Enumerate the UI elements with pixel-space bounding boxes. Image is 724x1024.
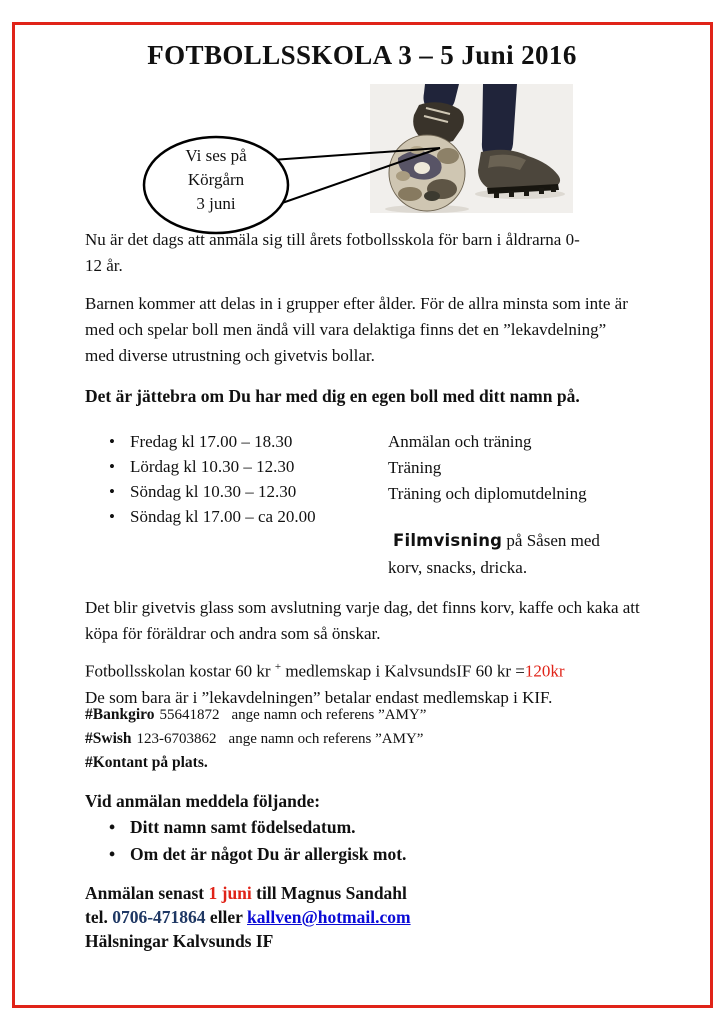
schedule-item <box>85 454 385 479</box>
bubble-line-2: Körgårn <box>187 170 245 189</box>
schedule-item <box>85 429 385 454</box>
signup-heading: Vid anmälan meddela följande: <box>85 791 321 811</box>
bankgiro-note: ange namn och referens ”AMY” <box>231 707 427 723</box>
membership-line: De som bara är i ”lekavdelningen” betalar endast medlemskap i KIF. <box>85 687 553 707</box>
own-ball-note: Det är jättebra om Du har med dig en egen boll med ditt namn på. <box>85 386 580 406</box>
intro-paragraph-2: Barnen kommer att delas in i grupper efter ålder. För de allra minsta som inte är med och spelar boll men ändå vill vara delaktiga finns det en ”lekavdelning” med diverse utrustning och givetvis bollar. <box>85 294 628 365</box>
deadline-post: till Magnus Sandahl <box>251 883 407 903</box>
schedule-activities-list <box>388 429 668 507</box>
phone-number: 0706-471864 <box>112 907 206 927</box>
bankgiro-line <box>85 703 665 727</box>
swish-note: ange namn och referens ”AMY” <box>228 731 424 747</box>
bullet-icon: • <box>109 432 115 451</box>
phone-line <box>85 905 605 929</box>
film-line-1 <box>388 527 648 554</box>
bullet-icon: • <box>109 482 115 501</box>
page-title: FOTBOLLSSKOLA 3 – 5 Juni 2016 <box>147 40 577 70</box>
schedule-times-list <box>85 429 385 529</box>
cost-price: 120kr <box>524 661 565 681</box>
email-link[interactable]: kallven@hotmail.com <box>247 907 411 927</box>
bullet-icon: • <box>109 817 116 837</box>
film-word: Filmvisning <box>393 531 503 550</box>
contact-block <box>85 881 605 953</box>
signup-bullet: Om det är något Du är allergisk mot. <box>130 844 407 864</box>
cost-pre: Fotbollsskolan kostar 60 kr <box>85 661 275 681</box>
film-rest: på Såsen med <box>502 531 600 550</box>
deadline-line <box>85 881 605 905</box>
speech-bubble-text <box>151 144 281 216</box>
bullet-icon: • <box>109 457 115 476</box>
schedule-activity: Träning och diplomutdelning <box>388 484 587 503</box>
deadline-pre: Anmälan senast <box>85 883 209 903</box>
schedule-time: Söndag kl 17.00 – ca 20.00 <box>130 507 316 526</box>
schedule-item <box>85 479 385 504</box>
bubble-line-3: 3 juni <box>196 194 236 213</box>
cost-line <box>85 654 675 685</box>
cash-label: #Kontant på plats. <box>85 754 208 771</box>
bankgiro-label: #Bankgiro <box>85 706 155 723</box>
swish-number: 123-6703862 <box>136 731 217 747</box>
schedule-time: Fredag kl 17.00 – 18.30 <box>130 432 293 451</box>
tel-label: tel. <box>85 907 113 927</box>
cash-line <box>85 751 665 775</box>
bubble-line-1: Vi ses på <box>185 146 247 165</box>
intro-paragraph-1: Nu är det dags att anmäla sig till årets fotbollsskola för barn i åldrarna 0-12 år. <box>85 230 580 275</box>
signup-item <box>85 841 565 868</box>
schedule-time: Lördag kl 10.30 – 12.30 <box>130 457 295 476</box>
signature-line: Hälsningar Kalvsunds IF <box>85 931 274 951</box>
schedule-activity: Träning <box>388 458 442 477</box>
signup-item <box>85 814 565 841</box>
schedule-activity: Anmälan och träning <box>388 432 532 451</box>
deadline-date: 1 juni <box>208 883 252 903</box>
signup-bullet: Ditt namn samt födelsedatum. <box>130 817 356 837</box>
swish-label: #Swish <box>85 730 132 747</box>
schedule-time: Söndag kl 10.30 – 12.30 <box>130 482 297 501</box>
film-line-2: korv, snacks, dricka. <box>388 558 528 577</box>
bullet-icon: • <box>109 844 116 864</box>
payment-options <box>85 703 665 775</box>
bankgiro-number: 55641872 <box>159 707 220 723</box>
plus-sup: + <box>274 661 282 673</box>
cost-mid: medlemskap i KalvsundsIF 60 kr = <box>281 661 525 681</box>
bullet-icon: • <box>109 507 115 526</box>
right-leg <box>482 84 517 158</box>
schedule-item <box>85 504 385 529</box>
swish-line <box>85 727 665 751</box>
signup-list <box>85 814 565 868</box>
film-note <box>388 527 648 581</box>
eller-text: eller <box>205 907 248 927</box>
glass-paragraph: Det blir givetvis glass som avslutning varje dag, det finns korv, kaffe och kaka att köpa för föräldrar och andra som så önskar. <box>85 598 640 643</box>
